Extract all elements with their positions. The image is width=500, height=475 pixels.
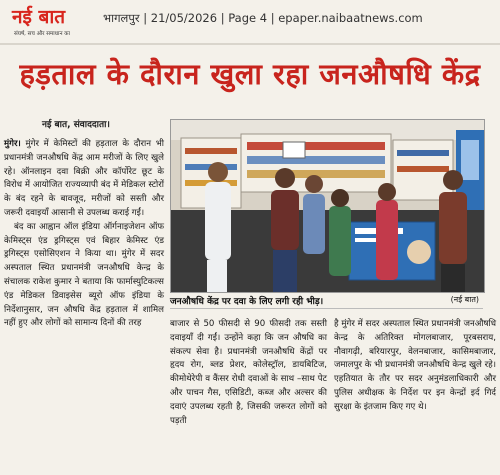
- pharmacy-crowd-illustration: [171, 120, 484, 292]
- logo-tagline: संघर्ष, सच और समाधान का: [14, 31, 70, 37]
- photo-caption: [170, 294, 483, 307]
- photo-credit: (नई बात): [450, 295, 479, 304]
- article-dateline: मुंगेर।: [4, 139, 21, 149]
- logo-name: नई बात: [12, 6, 66, 28]
- caption-divider: [170, 308, 483, 309]
- article-byline: नई बात, संवाददाता।: [42, 120, 110, 130]
- article-column-3: [334, 318, 496, 415]
- column1-para1-text: मुंगेर में केमिस्टों की हड़ताल के दौरान भी प्रधानमंत्री जनऔषधि केंद्र आम मरीजों के लिए खुले रहे। ऑनलाइन दवा बिक्री और कॉर्पोरेट छूट के विरोध में आयोजित राज्यव्यापी बंद में मेडिकल स्टोरों के बंद रहने के बावजूद, मरीजों को सस्ती और जरूरी दवाइयाँ आसानी से उपलब्ध कराई गईं।: [4, 139, 164, 218]
- masthead: [0, 0, 500, 46]
- article-column-1: [4, 138, 164, 331]
- column3-text: है मुंगेर में सदर अस्पताल स्थित प्रधानमंत्री जनऔषधि केन्द्र के अतिरिक्त मोगलबाजार, पूरबसराय, नौवागढ़ी, बरियारपुर, वेलनबाजार, कासिमबाजार, जमालपुर के भी प्रधानमंत्री जनऔषधि केन्द्र खुले रहे। एहतियात के तौर पर सदर अनुमंडलाधिकारी और पुलिस अधीक्षक के निर्देश पर इन केन्द्रों इर्द गिर्द सुरक्षा के इंतजाम किए गए थे।: [334, 319, 496, 412]
- article-photo[interactable]: [170, 119, 485, 293]
- masthead-divider: [0, 43, 500, 45]
- photo-caption-text: जनऔषधि केंद्र पर दवा के लिए लगी रही भीड़।: [170, 297, 324, 307]
- article-headline: हड़ताल के दौरान खुला रहा जनऔषधि केंद्र: [19, 57, 481, 91]
- edition-info: भागलपुर | 21/05/2026 | Page 4 | epaper.naibaatnews.com: [103, 11, 423, 25]
- newspaper-logo[interactable]: [12, 6, 80, 40]
- column2-text: बाजार से 50 फीसदी से 90 फीसदी तक सस्ती दवाइयाँ दी गईं। उन्होंने कहा कि जन औषधि का संकल्प सेवा है। प्रधानमंत्री जनऔषधि केंद्रों पर हृदय रोग, ब्लड प्रेशर, कोलेस्ट्रॉल, डायबिटिज, कीमोथेरेपी व कैंसर रोधी दवाओं के साथ –साथ पेट और पाचन गैस, एसिडिटी, कब्ज और अल्सर की दवाएं उपलब्ध रहती है, जिसकी जरूरत लोगों को पड़ती: [170, 319, 327, 426]
- article-paragraph-2: बंद का आह्वान ऑल इंडिया ऑर्गनाइजेशन ऑफ केमिस्ट्स एंड ड्रगिस्ट्स एवं बिहार केमिस्ट एंड ड्रगिस्ट्स एसोसिएशन ने किया था। मुंगेर में सदर अस्पताल स्थित प्रधानमंत्री जनऔषधि केन्द्र के संचालक राकेश कुमार ने बताया कि फार्मास्युटिकल्स एंड मेडिकल डिवाइसेस ब्यूरो ऑफ इंडिया के निर्देशानुसार, जन औषधि केंद्र हड़ताल में शामिल नहीं हुए और लोगों को सामान्य दिनों की तरह: [4, 221, 164, 329]
- article-column-2: [170, 318, 327, 428]
- article-paragraph-1: [4, 138, 164, 221]
